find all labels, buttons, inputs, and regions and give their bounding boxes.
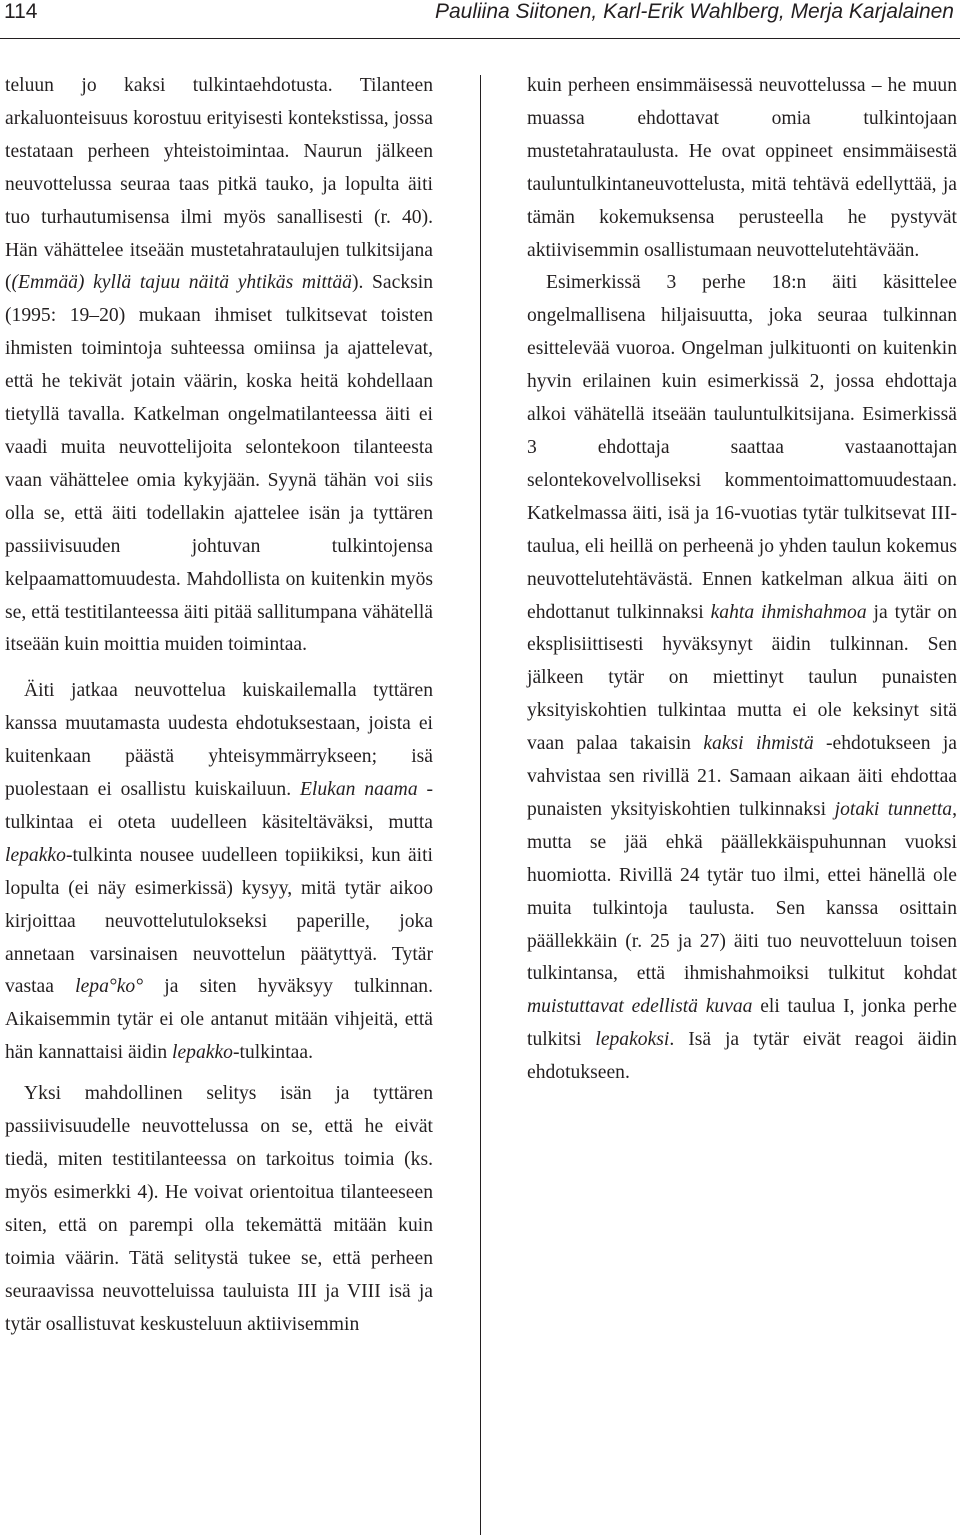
text-run: eli taulua I, jonka perhe tulkitsi <box>527 996 957 1051</box>
text-run: -ehdotukseen ja vahvistaa sen rivillä 21. Samaan aikaan äiti ehdottaa punaisten yksityiskohtien tulkinnaksi <box>527 733 957 820</box>
italic-text-run: lepakko <box>5 844 66 866</box>
italic-text-run: kaksi ihmistä <box>703 733 814 755</box>
italic-text-run: Elukan naama <box>299 779 418 801</box>
paragraph <box>527 70 957 267</box>
italic-text-run: lepa°ko° <box>75 976 144 998</box>
column-divider <box>480 75 481 1535</box>
left-column <box>5 70 433 1341</box>
text-run: Yksi mahdollinen selitys isän ja tyttären passiivisuudelle neuvottelussa on se, että he eivät tiedä, miten testitilanteessa on tarkoitus toimia (ks. myös esimerkki 4). He voivat orientoitua tilanteeseen siten, että on parempi olla tekemättä mitään kuin toimia väärin. Tätä selitystä tukee se, että perheen seuraavissa neuvotteluissa tauluista III ja VIII isä ja tytär osallistuvat keskusteluun aktiivisemmin <box>5 1083 433 1335</box>
text-run: teluun jo kaksi tulkintaehdotusta. Tilanteen arkaluonteisuus korostuu erityisesti kontekstissa, jossa testataan perheen yhteistoimintaa. Naurun jälkeen neuvottelussa seuraa taas pitkä tauko, ja lopulta äiti tuo turhautumisensa ilmi myös sanallisesti (r. 40). Hän vähättelee itseään mustetahrataulujen tulkitsijana ( <box>5 75 433 294</box>
text-run: Esimerkissä 3 perhe 18:n äiti käsittelee ongelmallisena hiljaisuutta, joka seuraa tulkinnan esittelevää vuoroa. Ongelman julkituonti on kuitenkin hyvin erilainen kuin esimerkissä 2, jossa ehdottaja alkoi vähätellä itseään tauluntulkitsijana. Esimerkissä 3 ehdottaja saattaa vastaanottajan selontekovelvolliseksi kommentoimattomuudestaan. Katkelmassa äiti, isä ja 16-vuotias tytär tulkitsevat III-taulua, eli heillä on perheenä jo yhden taulun kokemus neuvottelutehtävästä. Ennen katkelman alkua äiti on ehdottanut tulkinnaksi <box>527 272 957 623</box>
text-run: kuin perheen ensimmäisessä neuvottelussa – he muun muassa ehdottavat omia tulkintojaan mustetahrataulusta. He ovat oppineet ensimmäisestä tauluntulkintaneuvottelusta, mitä tehtävä edellyttää, ja tämän kokemuksensa perusteella he pystyvät aktiivisemmin osallistumaan neuvottelutehtävään. <box>527 75 957 261</box>
italic-text-run: lepakoksi <box>595 1029 670 1051</box>
page-number: 114 <box>4 0 38 23</box>
italic-text-run: (Emmää) kyllä tajuu näitä yhtikäs mittää <box>11 272 352 294</box>
header-rule <box>0 38 960 39</box>
paragraph <box>5 1078 433 1341</box>
text-run: ). Sacksin (1995: 19–20) mukaan ihmiset tulkitsevat toisten ihmisten toimintoja suhteessa omiinsa ja ajattelevat, että he tekivät jotain väärin, koska heitä kohdellaan tietyllä tavalla. Katkelman ongelmatilanteessa äiti ei vaadi muita neuvottelijoita selontekoon tilanteesta vaan vähättelee omia kykyjään. Syynä tähän voi siis olla se, että äiti todellakin ajattelee isän ja tyttären passiivisuuden johtuvan tulkintojensa kelpaamattomuudesta. Mahdollista on kuitenkin myös se, että testitilanteessa äiti pitää sallitumpana vähätellä itseään kuin moittia muiden toimintaa. <box>5 272 433 656</box>
italic-text-run: kahta ihmishahmoa <box>710 601 867 623</box>
paragraph <box>5 70 433 662</box>
page-header <box>0 0 960 34</box>
text-run: -tulkintaa ei oteta uudelleen käsiteltäväksi, mutta <box>5 779 433 833</box>
italic-text-run: lepakko <box>172 1042 233 1064</box>
paragraph <box>527 267 957 1090</box>
paragraph <box>5 675 433 1070</box>
text-run: -tulkintaa. <box>232 1042 313 1064</box>
italic-text-run: jotaki tunnetta <box>834 798 953 820</box>
running-head-authors: Pauliina Siitonen, Karl-Erik Wahlberg, Merja Karjalainen <box>434 0 954 23</box>
text-run: Äiti jatkaa neuvottelua kuiskailemalla tyttären kanssa muutamasta uudesta ehdotuksestaan, joista ei kuitenkaan päästä yhteisymmärrykseen; isä puolestaan ei osallistu kuiskailuun. <box>5 680 433 801</box>
italic-text-run: muistuttavat edellistä kuvaa <box>527 996 753 1018</box>
text-run: ja siten hyväksyy tulkinnan. Aikaisemmin tytär ei ole antanut mitään vihjeitä, että hän kannattaisi äidin <box>5 976 433 1064</box>
right-column <box>527 70 957 1090</box>
text-run: . Isä ja tytär eivät reagoi äidin ehdotukseen. <box>527 1029 957 1084</box>
text-run: -tulkinta nousee uudelleen topiikiksi, kun äiti lopulta (ei näy esimerkissä) kysyy, mitä tytär aikoo kirjoittaa neuvottelutulokseksi paperille, joka annetaan varsinaisen neuvottelun päätyttyä. Tytär vastaa <box>5 844 433 998</box>
text-run: ja tytär on eksplisiittisesti hyväksynyt äidin tulkinnan. Sen jälkeen tytär on miettinyt taulun punaisten yksityiskohtien tulkintaa mutta ei ole keksinyt sitä vaan palaa takaisin <box>527 601 957 755</box>
text-run: , mutta se jää ehkä päällekkäispuhunnan vuoksi huomiotta. Rivillä 24 tytär tuo ilmi, ettei hänellä ole muita tulkintoja taulusta. Sen kanssa osittain päällekkäin (r. 25 ja 27) äiti tuo neuvotteluun toisen tulkintansa, että ihmishahmoiksi tulkitut kohdat <box>527 798 957 985</box>
